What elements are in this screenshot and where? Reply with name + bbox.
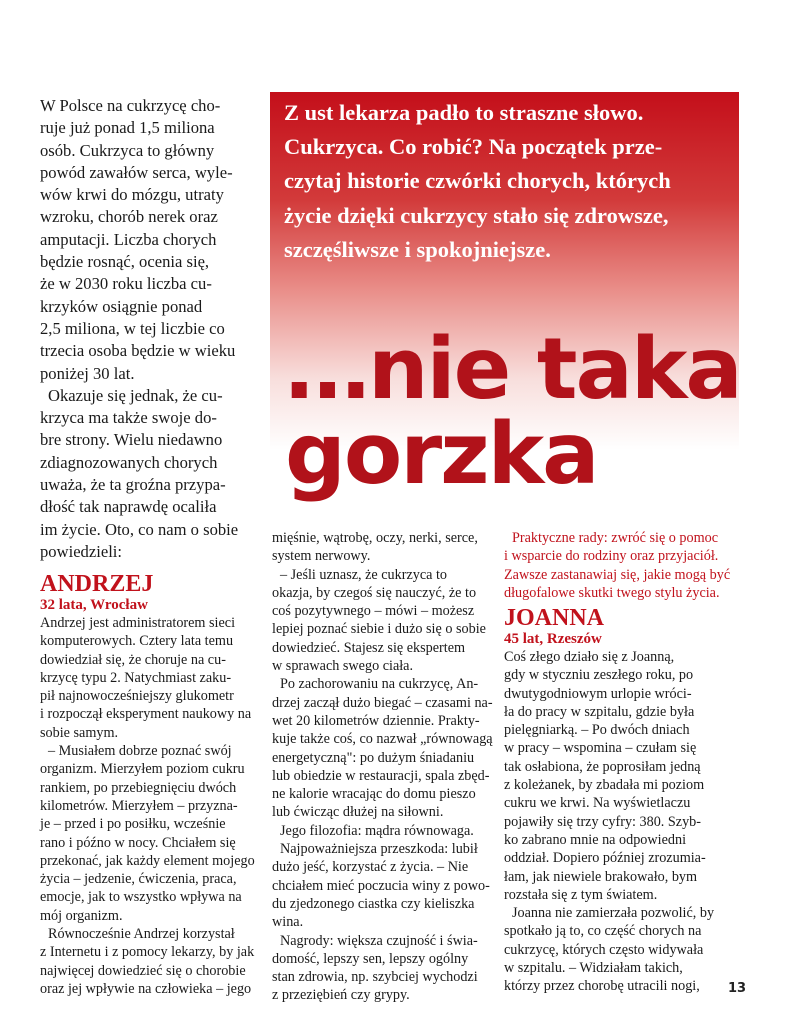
text-line: Po zachorowaniu na cukrzycę, An- [280,676,479,693]
text-line: oraz jej wpływie na człowieka – jego [40,980,252,997]
text-line: będzie rosnąć, ocenia się, [40,252,210,272]
text-line: dwutygodniowym urlopie wróci- [504,685,692,702]
title-line-2: gorzka [285,405,598,504]
text-line: mój organizm. [40,907,123,924]
text-line: kuje także coś, co nazwał „równowagą [272,731,493,748]
text-line: system nerwowy. [272,548,371,565]
text-line: długofalowe skutki twego stylu życia. [504,584,720,601]
text-line: dużo jeść, korzystać z życia. – Nie [272,859,469,876]
text-line: drzej zaczął dużo biegać – czasami na- [272,694,493,711]
text-line: poniżej 30 lat. [40,363,135,383]
andrzej-continued-text [272,529,494,1005]
joanna-name: JOANNA [504,605,604,631]
paragraph [272,675,494,821]
text-line: zdiagnozowanych chorych [40,452,218,472]
text-line: lub ćwicząc dłużej na siłowni. [272,804,444,821]
text-line: spotkało ją to, co część chorych na [504,923,702,940]
text-line: rozstała się z tym światem. [504,886,658,903]
text-line: wina. [272,914,304,931]
text-line: bre strony. Wielu niedawno [40,430,223,450]
text-line: krzycę typu 2. Natychmiast zaku- [40,669,232,686]
text-line: – Musiałem dobrze poznać swój [48,743,232,760]
text-line: najwięcej dowiedzieć się o chorobie [40,962,246,979]
text-line: życia – jedzenie, ćwiczenia, praca, [40,871,237,888]
text-line: coś pozytywnego – mówi – możesz [272,603,475,620]
text-line: ne kalorie wracając do domu pieszo [272,786,476,803]
paragraph [40,742,262,925]
text-line: je – przed i po posiłku, wcześnie [40,816,226,833]
text-line: Z ust lekarza padło to straszne słowo. [284,100,644,125]
text-line: Równocześnie Andrzej korzystał [48,926,235,943]
text-line: ła do pracy w szpitalu, gdzie była [504,703,695,720]
text-line: lepiej poznać siebie i dużo się o sobie [272,621,486,638]
text-line: – Jeśli uznasz, że cukrzyca to [280,566,448,583]
text-line: wet 20 kilometrów dziennie. Prakty- [272,712,480,729]
text-line: organizm. Mierzyłem poziom cukru [40,761,245,778]
text-line: osób. Cukrzyca to główny [40,140,215,160]
text-line: pił najnowocześniejszy glukometr [40,688,234,705]
text-line: cukru we krwi. Na wyświetlaczu [504,795,691,812]
text-line: Coś złego działo się z Joanną, [504,649,675,665]
text-line: Jego filozofia: mądra równowaga. [280,822,474,839]
paragraph [40,95,262,385]
text-line: że w 2030 roku liczba cu- [40,274,212,294]
text-line: powiedzieli: [40,541,123,561]
text-line: łam, jak niewiele brakowało, bym [504,868,698,885]
text-line: ko zabrano mnie na odpowiedni [504,831,687,848]
text-line: życie dzięki cukrzycy stało się zdrowsze, [284,202,669,228]
text-line: trzecia osoba będzie w wieku [40,341,236,361]
text-line: Joanna nie zamierzała pozwolić, by [512,905,715,922]
text-line: w pracy – wspomina – czułam się [504,740,697,757]
hero-lead [284,96,734,267]
text-line: rano i późno w nocy. Chciałem się [40,834,236,851]
paragraph [272,822,494,840]
text-line: krzyków osiągnie ponad [40,296,203,316]
text-line: i rozpoczął eksperyment naukowy na [40,706,252,723]
text-line: komputerowych. Cztery lata temu [40,633,234,650]
paragraph [40,385,262,563]
text-line: dłość tak naprawdę ocaliła [40,497,217,517]
text-line: i wsparcie do rodziny oraz przyjaciół. [504,548,719,565]
text-line: ruje już ponad 1,5 miliona [40,118,215,138]
paragraph [504,904,736,995]
text-line: W Polsce na cukrzycę cho- [40,96,221,115]
text-line: Andrzej jest administratorem sieci [40,615,236,631]
text-line: przekonać, jak każdy element mojego [40,852,255,869]
text-line: dowiedzieć. Stajesz się ekspertem [272,639,466,656]
paragraph [504,648,736,904]
page-number: 13 [728,981,747,996]
andrzej-text [40,614,262,998]
text-line: Zawsze zastanawiaj się, jakie mogą być [504,566,731,583]
text-line: chciałem mieć poczucia winy z powo- [272,877,490,894]
text-line: kilometrów. Mierzyłem – przyzna- [40,797,238,814]
text-line: stan zdrowia, np. szybciej wychodzi [272,969,478,986]
text-line: rankiem, po przebiegnięciu dwóch [40,779,237,796]
text-line: amputacji. Liczba chorych [40,229,217,249]
text-line: czytaj historie czwórki chorych, których [284,168,671,194]
text-line: domość, lepszy sen, lepszy ogólny [272,950,469,967]
text-line: tak osłabiona, że poprosiłam jedną [504,758,701,775]
text-line: Nagrody: większa czujność i świa- [280,932,478,949]
text-line: z koleżanek, by zbadała mi poziom [504,777,705,794]
title-line-1: …nie taka [285,320,741,419]
text-line: w szpitalu. – Widziałam takich, [504,960,683,977]
text-line: krzyca ma także swoje do- [40,408,217,428]
text-line: szczęśliwsze i spokojniejsze. [284,236,551,262]
andrzej-subtitle: 32 lata, Wrocław [40,597,148,613]
text-line: lub obiedzie w restauracji, spala zbęd- [272,767,490,784]
text-line: Okazuje się jednak, że cu- [48,385,223,405]
text-line: wów krwi do mózgu, utraty [40,185,224,205]
paragraph [272,529,494,566]
text-line: Praktyczne rady: zwróć się o pomoc [512,530,719,546]
text-line: du zjedzonego ciastka czy kieliszka [272,895,475,912]
paragraph [40,925,262,998]
text-line: z Internetu i z pomocy lekarzy, by jak [40,944,255,961]
text-line: Najpoważniejsza przeszkoda: lubił [280,841,478,858]
text-line: 2,5 miliona, w tej liczbie co [40,318,225,338]
text-line: Cukrzyca. Co robić? Na początek prze- [284,134,663,160]
text-line: dowiedział się, że choruje na cu- [40,651,226,668]
text-line: wzroku, chorób nerek oraz [40,207,218,227]
text-line: którzy przez chorobę utracili nogi, [504,978,700,995]
andrzej-name: ANDRZEJ [40,571,154,597]
text-line: emocje, jak to wszystko wpływa na [40,889,242,906]
text-line: cukrzycę, których często widywała [504,941,704,958]
practical-tips [504,529,736,602]
joanna-subtitle: 45 lat, Rzeszów [504,631,602,647]
text-line: sobie samym. [40,724,119,741]
text-line: mięśnie, wątrobę, oczy, nerki, serce, [272,530,478,546]
text-line: energetyczną": po dużym śniadaniu [272,749,475,766]
text-line: gdy w styczniu zeszłego roku, po [504,667,694,684]
text-line: okazja, by czegoś się nauczyć, że to [272,584,477,601]
paragraph [272,566,494,676]
intro-text [40,95,262,563]
text-line: im życie. Oto, co nam o sobie [40,519,239,539]
paragraph [272,840,494,931]
text-line: pojawiły się trzy cyfry: 380. Szyb- [504,813,702,830]
text-line: pielęgniarką. – Po dwóch dniach [504,722,690,739]
joanna-text [504,648,736,996]
text-line: powód zawałów serca, wyle- [40,162,233,182]
text-line: uważa, że ta groźna przypa- [40,475,226,495]
text-line: oddział. Dopiero później zrozumia- [504,850,706,867]
text-line: w sprawach swego ciała. [272,658,414,675]
text-line: z przeziębień czy grypy. [272,987,410,1004]
paragraph [272,932,494,1005]
paragraph [40,614,262,742]
hero-block [270,92,741,504]
